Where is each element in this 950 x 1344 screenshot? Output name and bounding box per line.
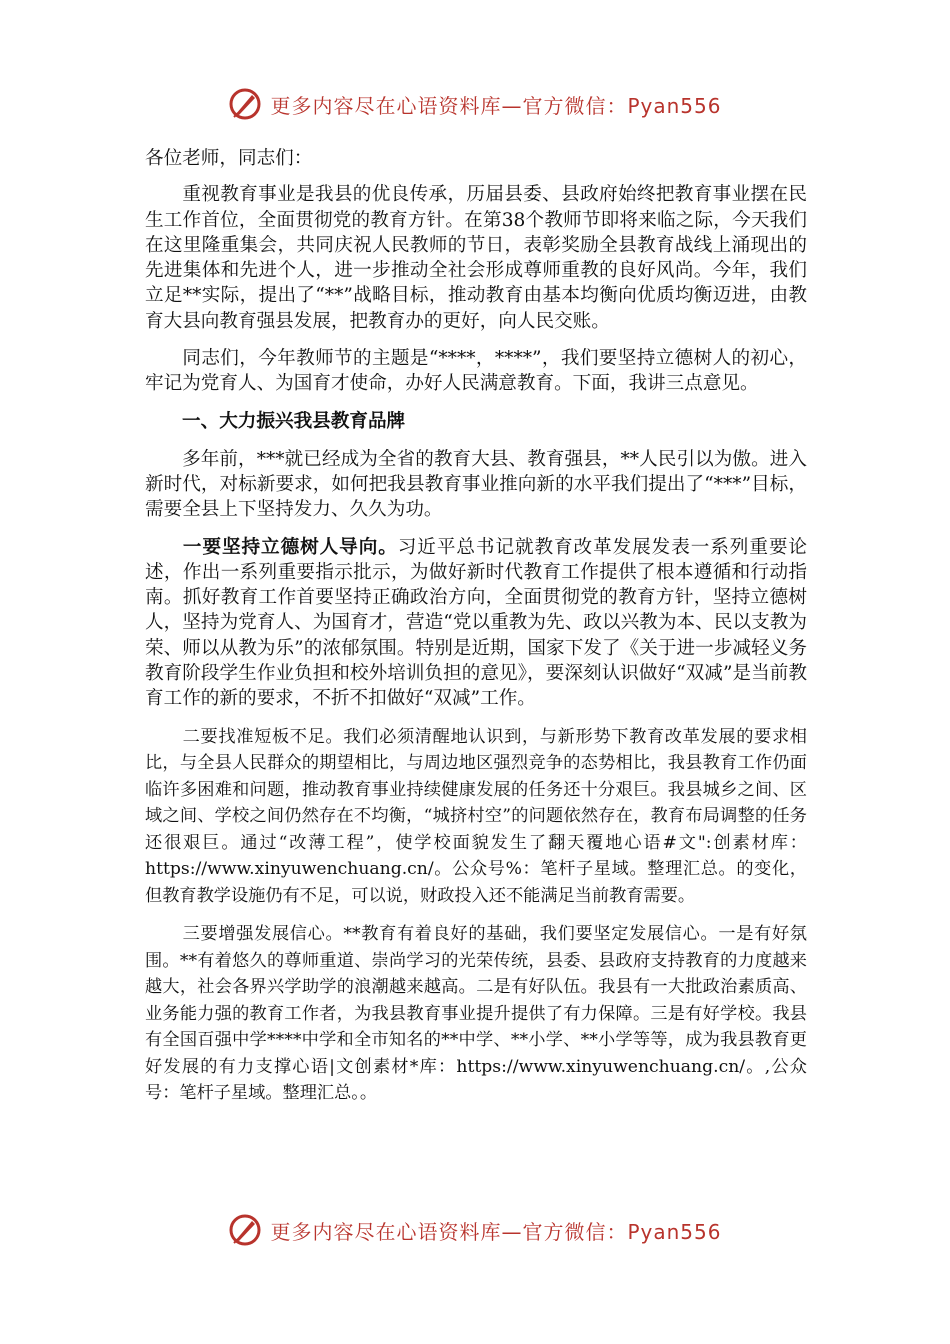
- footer-banner: [0, 1210, 950, 1250]
- paragraph-intro: 重视教育事业是我县的优良传承，历届县委、县政府始终把教育事业摆在民生工作首位，全面贯彻党的教育方针。在第38个教师节即将来临之际，今天我们在这里隆重集会，共同庆祝人民教师的节日，表彰奖励全县教育战线上涌现出的先进集体和先进个人，进一步推动全社会形成尊师重教的良好风尚。今年，我们立足**实际，提出了“**”战略目标，推动教育由基本均衡向优质均衡迈进，由教育大县向教育强县发展，把教育办的更好，向人民交账。: [145, 184, 807, 332]
- point-1-lead: 一要坚持立德树人导向。: [182, 536, 398, 558]
- header-banner: [0, 84, 950, 124]
- greeting: 各位老师，同志们：: [145, 148, 313, 169]
- banner-text: 更多内容尽在心语资料库—官方微信：Pyan556: [270, 93, 722, 118]
- paragraph-point-3: 三要增强发展信心。**教育有着良好的基础，我们要坚定发展信心。一是有好氛围。**有着悠久的尊师重道、崇尚学习的光荣传统，县委、县政府支持教育的力度越来越大，社会各界兴学助学的浪潮越来越高。二是有好队伍。我县有一大批政治素质高、业务能力强的教育工作者，为我县教育事业提升提供了有力保障。三是有好学校。我县有全国百强中学****中学和全市知名的**中学、**小学、**小学等等，成为我县教育更好发展的有力支撑心语|文创素材*库：https://www.xinyuwenchuang.cn/。,公众号：笔杆子星域。整理汇总。。: [145, 924, 807, 1104]
- quill-pen-logo-icon: [228, 87, 262, 121]
- quill-pen-logo-icon: [228, 1213, 262, 1247]
- paragraph-theme: 同志们，今年教师节的主题是“****，****”，我们要坚持立德树人的初心，牢记为党育人、为国育才使命，办好人民满意教育。下面，我讲三点意见。: [145, 348, 807, 395]
- document-body: [145, 146, 807, 1107]
- banner-text: 更多内容尽在心语资料库—官方微信：Pyan556: [270, 1219, 722, 1244]
- paragraph-point-2: 二要找准短板不足。我们必须清醒地认识到，与新形势下教育改革发展的要求相比，与全县人民群众的期望相比，与周边地区强烈竞争的态势相比，我县教育工作仍面临许多困难和问题，推动教育事业持续健康发展的任务还十分艰巨。我县城乡之间、区域之间、学校之间仍然存在不均衡，“城挤村空”的问题依然存在，教育布局调整的任务还很艰巨。通过“改薄工程”，使学校面貌发生了翻天覆地心语#文":创素材库：https://www.xinyuwenchuang.cn/。公众号%：笔杆子星域。整理汇总。的变化，但教育教学设施仍有不足，可以说，财政投入还不能满足当前教育需要。: [145, 726, 807, 906]
- section-heading-1: 一、大力振兴我县教育品牌: [182, 410, 406, 432]
- paragraph-point-1: 一要坚持立德树人导向。习近平总书记就教育改革发展发表一系列重要论述，作出一系列重要指示批示，为做好新时代教育工作提供了根本遵循和行动指南。抓好教育工作首要坚持正确政治方向，全面贯彻党的教育方针，坚持立德树人，坚持为党育人、为国育才，营造“党以重教为先、政以兴教为本、民以支教为荣、师以从教为乐”的浓郁氛围。特别是近期，国家下发了《关于进一步减轻义务教育阶段学生作业负担和校外培训负担的意见》，要深刻认识做好“双减”是当前教育工作的新的要求，不折不扣做好“双减”工作。: [145, 536, 807, 710]
- paragraph-history: 多年前，***就已经成为全省的教育大县、教育强县，**人民引以为傲。进入新时代，对标新要求，如何把我县教育事业推向新的水平我们提出了“***”目标，需要全县上下坚持发力、久久为功。: [145, 448, 807, 521]
